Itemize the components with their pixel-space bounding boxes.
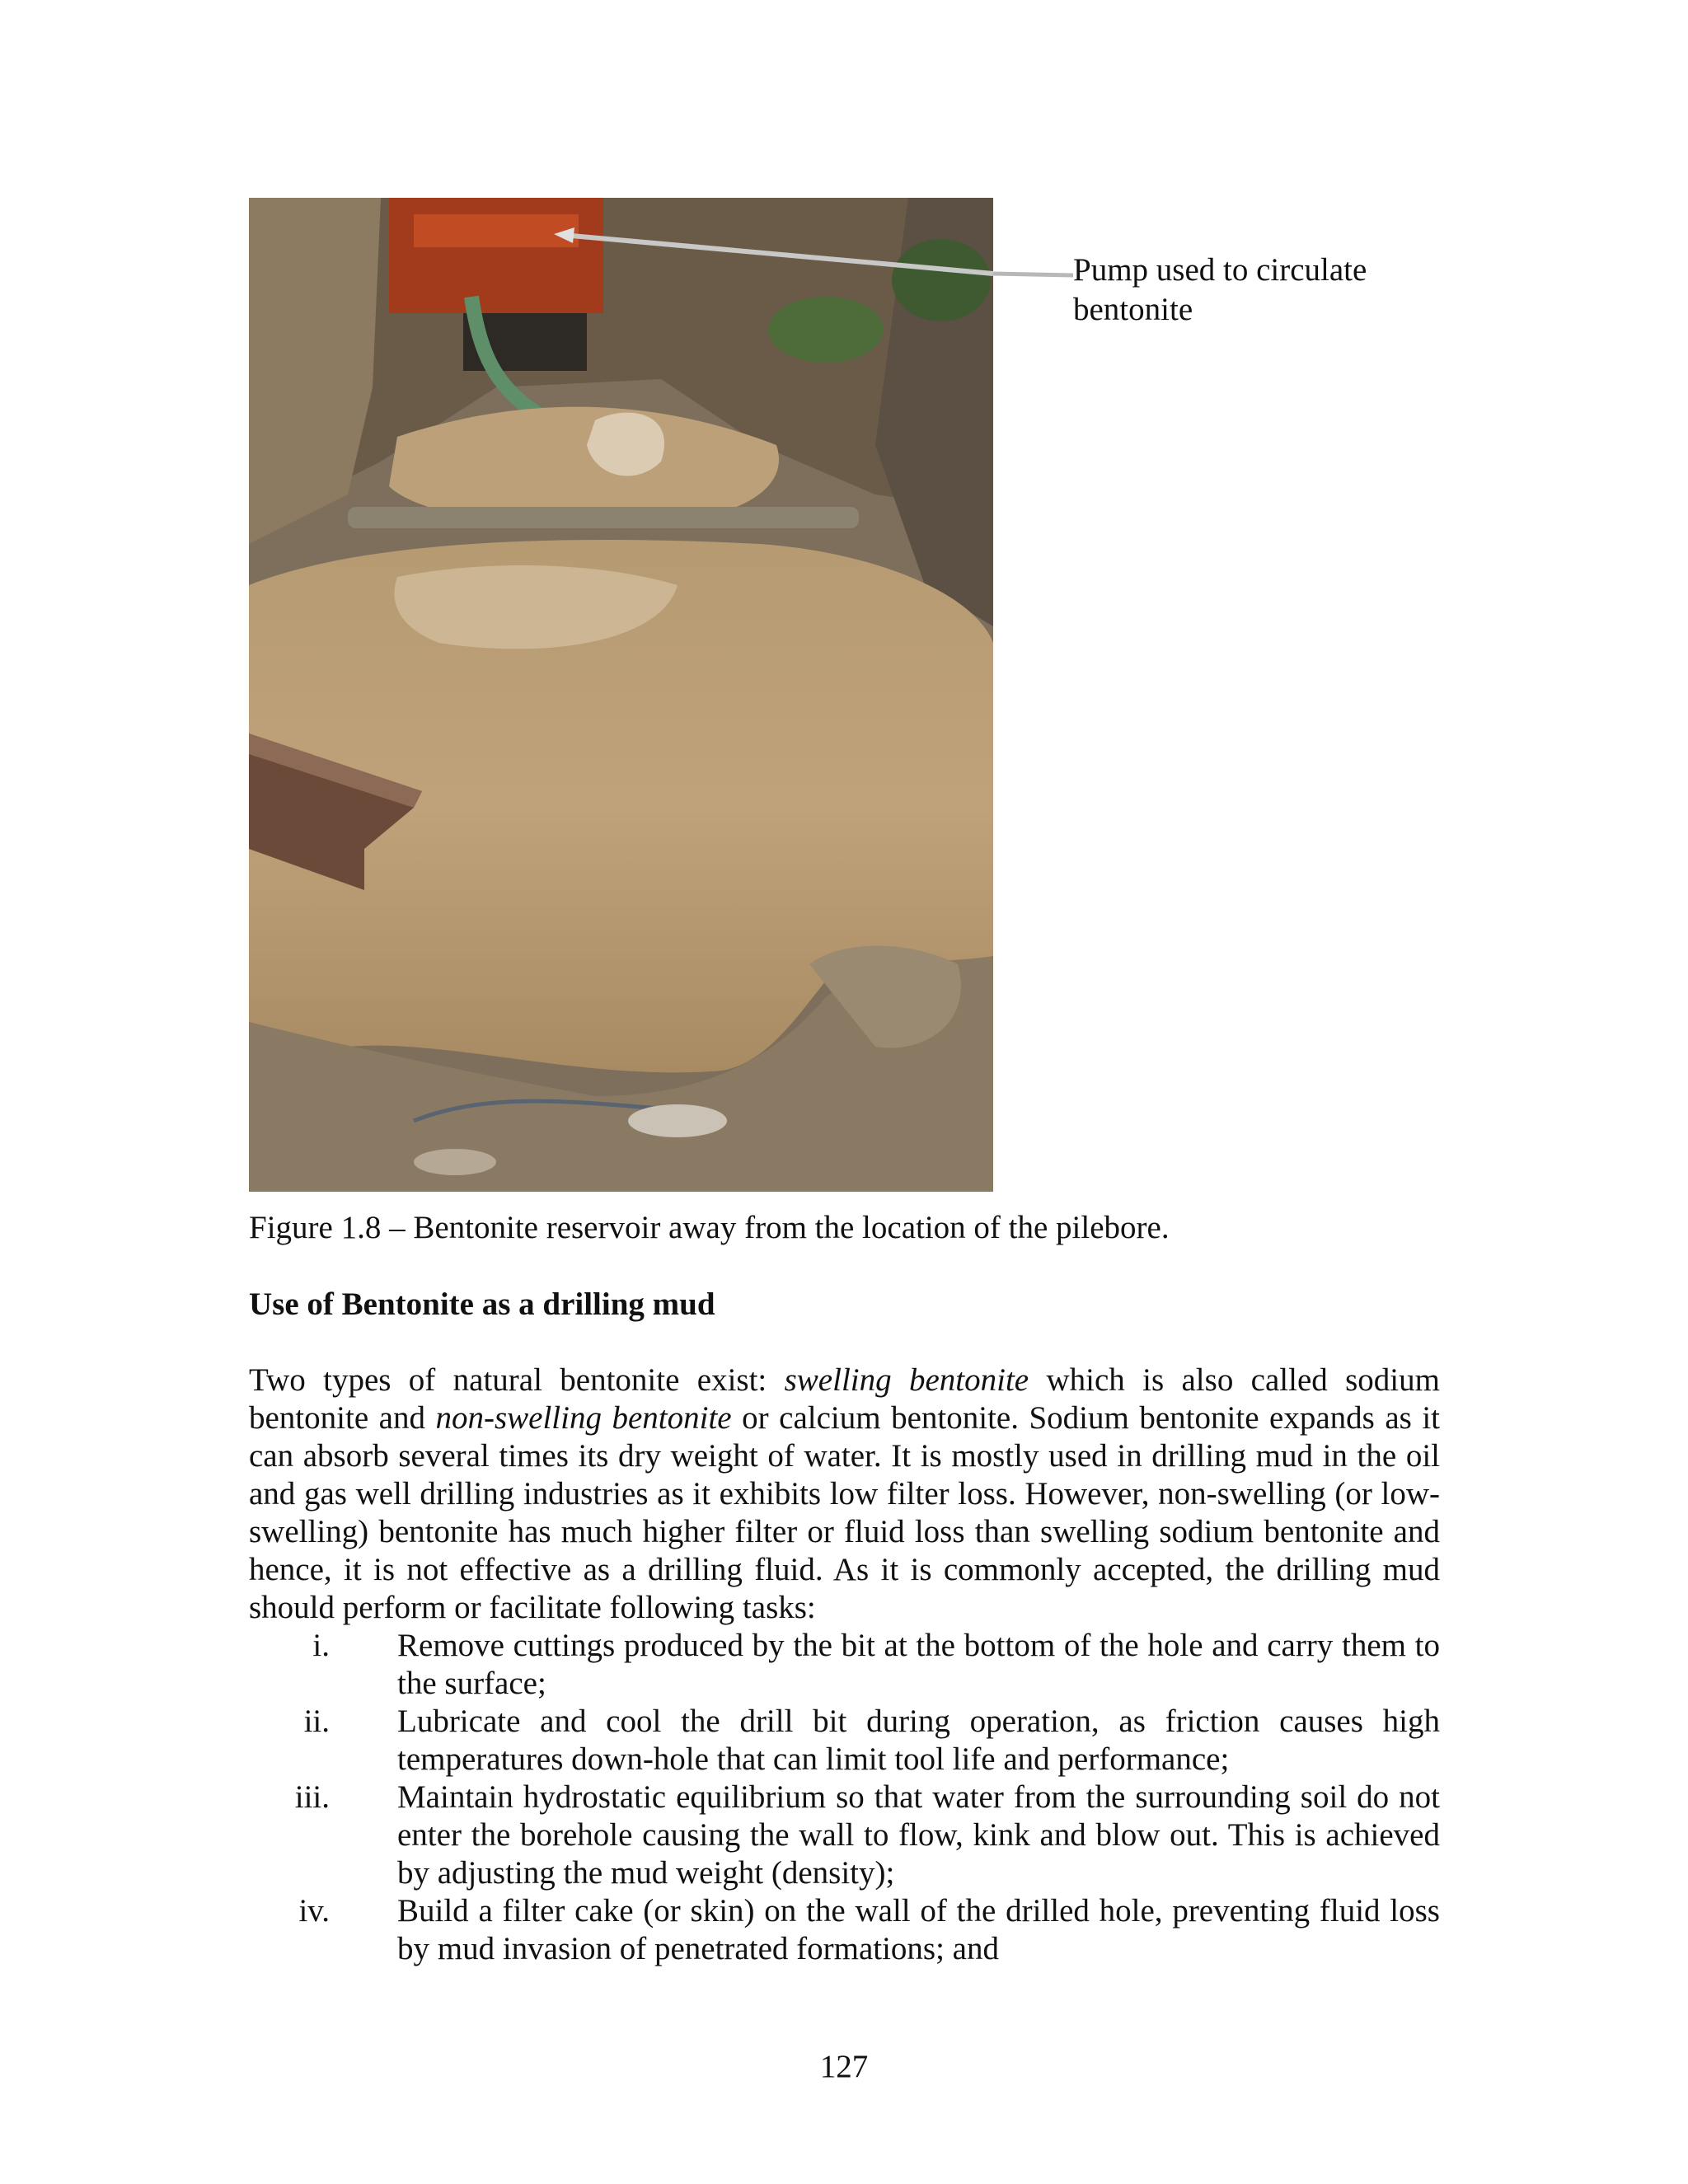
- list-item: [249, 1627, 1440, 1703]
- bentonite-reservoir-photo: [249, 198, 993, 1192]
- paragraph-text: which is also called sodium bentonite and: [249, 1362, 1440, 1436]
- list-item-text: Lubricate and cool the drill bit during operation, as friction causes high temperatures down-hole that can limit tool life and performance;: [397, 1704, 1440, 1777]
- list-item-text: Maintain hydrostatic equilibrium so that water from the surrounding soil do not enter the borehole causing the wall to flow, kink and blow out. This is achieved by adjusting the mud weight (density);: [397, 1779, 1440, 1891]
- list-item-text: Build a filter cake (or skin) on the wall of the drilled hole, preventing fluid loss by mud invasion of penetrated formations; and: [397, 1893, 1440, 1966]
- list-item-text: Remove cuttings produced by the bit at the bottom of the hole and carry them to the surface;: [397, 1628, 1440, 1701]
- figure-caption: Figure 1.8 – Bentonite reservoir away from the location of the pilebore.: [249, 1210, 1170, 1245]
- term-non-swelling-bentonite: non-swelling bentonite: [435, 1400, 732, 1436]
- paragraph-text: or calcium bentonite. Sodium bentonite expands as it can absorb several times its dry weight of water. It is mostly used in drilling mud in the oil and gas well drilling industries as it exhibits low filter loss. However, non-swelling (or low-swelling) bentonite has much higher filter or fluid loss than swelling sodium bentonite and hence, it is not effective as a drilling fluid. As it is commonly accepted, the drilling mud should perform or facilitate following tasks:: [249, 1400, 1441, 1625]
- list-item-number: i.: [312, 1628, 330, 1663]
- paragraph-text: Two types of natural bentonite exist:: [249, 1362, 785, 1398]
- term-swelling-bentonite: swelling bentonite: [784, 1362, 1029, 1398]
- list-item: [249, 1703, 1440, 1779]
- list-item-number: ii.: [303, 1704, 330, 1739]
- list-item: [249, 1779, 1440, 1892]
- figure-callout: Pump used to circulate bentonite: [1073, 252, 1367, 327]
- task-list: [249, 1627, 1440, 1968]
- list-item-number: iv.: [298, 1893, 330, 1929]
- section-heading: Use of Bentonite as a drilling mud: [249, 1286, 715, 1322]
- page-number: 127: [819, 2049, 869, 2084]
- body-paragraph: [249, 1361, 1440, 1627]
- list-item: [249, 1892, 1440, 1968]
- callout-leader-line: [993, 264, 1076, 280]
- list-item-number: iii.: [294, 1779, 330, 1815]
